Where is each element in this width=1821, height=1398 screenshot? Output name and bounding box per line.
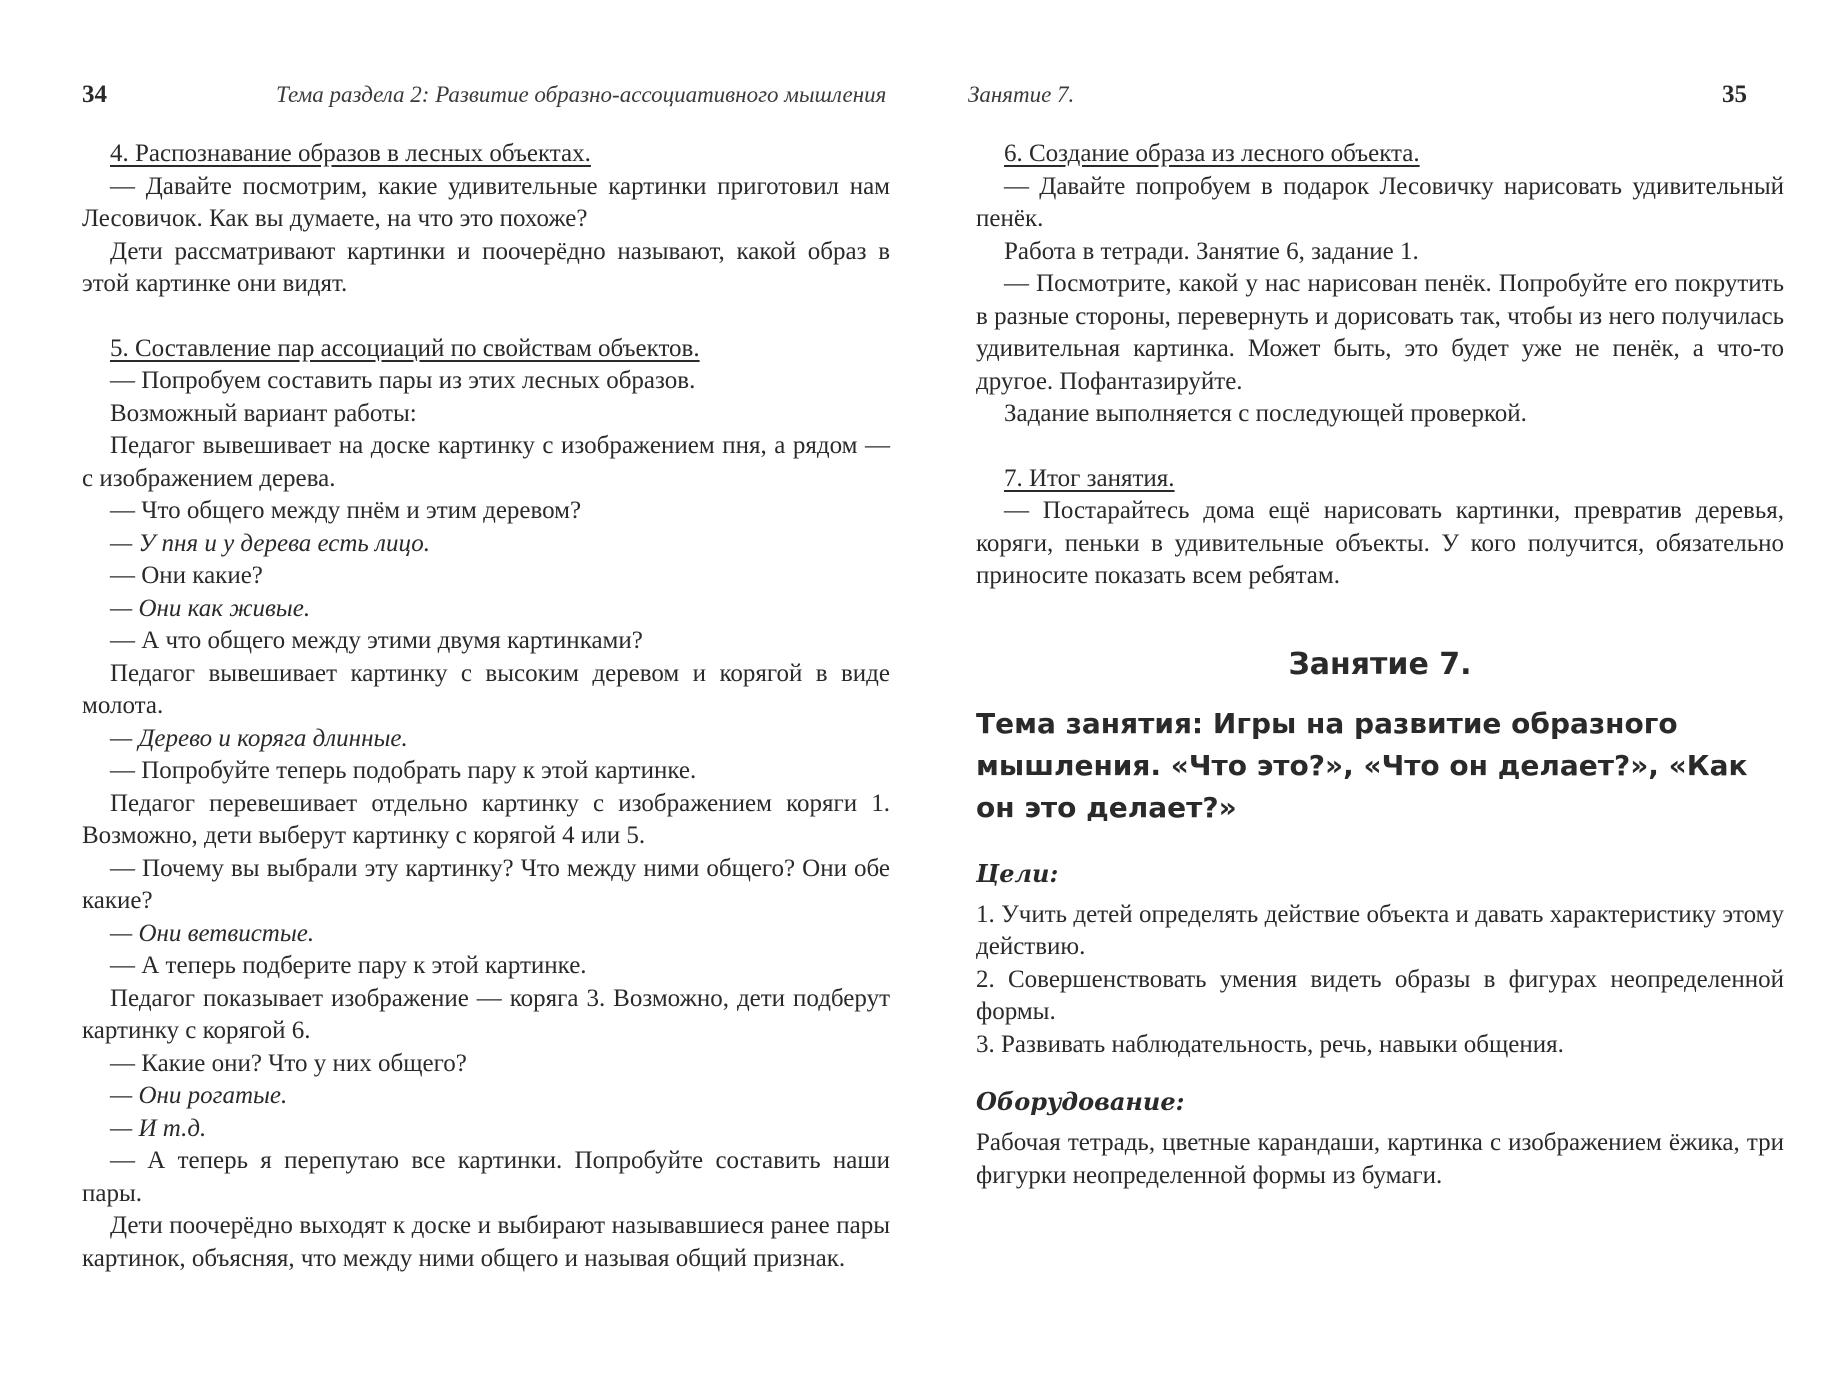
goal-item: 2. Совершенствовать умения видеть образы в фигурах неопределенной формы.: [976, 965, 1784, 1025]
goal-item: 3. Развивать наблюдательность, речь, навыки общения.: [976, 1030, 1564, 1058]
left-page-text: [82, 138, 890, 1275]
paragraph: Педагог перевешивает отдельно картинку с изображением коряги 1. Возможно, дети выберут картинку с корягой 4 или 5.: [82, 789, 890, 849]
paragraph: Педагог вывешивает на доске картинку с изображением пня, а рядом — с изображением дерева.: [82, 432, 890, 492]
section-7-title: 7. Итог занятия.: [1004, 464, 1175, 492]
paragraph: — Что общего между пнём и этим деревом?: [110, 497, 582, 524]
goal-item: 1. Учить детей определять действие объекта и давать характеристику этому действию.: [976, 900, 1784, 960]
paragraph: — А теперь подберите пару к этой картинке.: [110, 952, 587, 979]
goals-label: Цели:: [976, 858, 1059, 888]
paragraph: Задание выполняется с последующей проверкой.: [1004, 400, 1527, 427]
paragraph: — И т.д.: [110, 1114, 207, 1142]
paragraph: Дети рассматривают картинки и поочерёдно называют, какой образ в этой картинке они видят.: [82, 237, 890, 297]
goals-list: [976, 899, 1784, 1062]
paragraph: — А теперь я перепутаю все картинки. Попробуйте составить наши пары.: [82, 1147, 890, 1207]
equipment-text: Рабочая тетрадь, цветные карандаши, картинка с изображением ёжика, три фигурки неопределенной формы из бумаги.: [976, 1129, 1784, 1189]
page-number-right: 35: [1722, 81, 1747, 108]
paragraph: — Посмотрите, какой у нас нарисован пенёк. Попробуйте его покрутить в разные стороны, перевернуть и дорисовать так, чтобы из него получилась удивительная картинка. Может быть, это будет уже не пенёк, а что-то другое. Пофантазируйте.: [976, 270, 1784, 395]
paragraph: — Постарайтесь дома ещё нарисовать картинки, превратив деревья, коряги, пеньки в удивительные объекты. У кого получится, обязательно приносите показать всем ребятам.: [976, 497, 1784, 589]
paragraph: — Они ветвистые.: [110, 919, 315, 947]
topic-heading: Тема занятия: Игры на развитие образного мышления. «Что это?», «Что он делает?», «Как он это делает?»: [976, 706, 1748, 824]
paragraph: — Попробуйте теперь подобрать пару к этой картинке.: [110, 757, 697, 784]
page-number-left: 34: [82, 81, 107, 108]
paragraph: — Попробуем составить пары из этих лесных образов.: [110, 367, 696, 394]
paragraph: Педагог вывешивает картинку с высоким деревом и корягой в виде молота.: [82, 659, 890, 719]
paragraph: — Какие они? Что у них общего?: [110, 1049, 467, 1077]
paragraph: — Почему вы выбрали эту картинку? Что между ними общего? Они обе какие?: [82, 854, 890, 914]
paragraph: — Они какие?: [110, 562, 263, 589]
paragraph: — У пня и у дерева есть лицо.: [110, 529, 430, 557]
lesson-heading: Занятие 7.: [1288, 646, 1472, 682]
paragraph: Возможный вариант работы:: [110, 399, 417, 427]
paragraph: Педагог показывает изображение — коряга 3. Возможно, дети подберут картинку с корягой 6.: [82, 984, 890, 1044]
left-page: [0, 0, 910, 1398]
paragraph: — А что общего между этими двумя картинками?: [110, 627, 643, 654]
paragraph: — Дерево и коряга длинные.: [110, 724, 408, 752]
paragraph: Дети поочерёдно выходят к доске и выбирают называвшиеся ранее пары картинок, объясняя, что между ними общего и называя общий признак.: [82, 1212, 890, 1272]
paragraph: — Давайте посмотрим, какие удивительные картинки приготовил нам Лесовичок. Как вы думаете, на что это похоже?: [82, 172, 890, 232]
paragraph: — Они рогатые.: [110, 1082, 288, 1109]
paragraph: — Они как живые.: [110, 594, 311, 622]
running-head-left: Тема раздела 2: Развитие образно-ассоциативного мышления: [276, 82, 887, 107]
section-5-title: 5. Составление пар ассоциаций по свойствам объектов.: [110, 334, 700, 362]
paragraph: — Давайте попробуем в подарок Лесовичку нарисовать удивительный пенёк.: [976, 172, 1784, 232]
right-page-text: [976, 138, 1784, 1192]
running-head-right: Занятие 7.: [968, 82, 1075, 107]
section-4-title: 4. Распознавание образов в лесных объектах.: [110, 140, 591, 167]
equipment-label: Оборудование:: [976, 1087, 1185, 1116]
section-6-title: 6. Создание образа из лесного объекта.: [1004, 140, 1420, 167]
right-page: [910, 0, 1821, 1398]
paragraph: Работа в тетради. Занятие 6, задание 1.: [1004, 237, 1419, 265]
